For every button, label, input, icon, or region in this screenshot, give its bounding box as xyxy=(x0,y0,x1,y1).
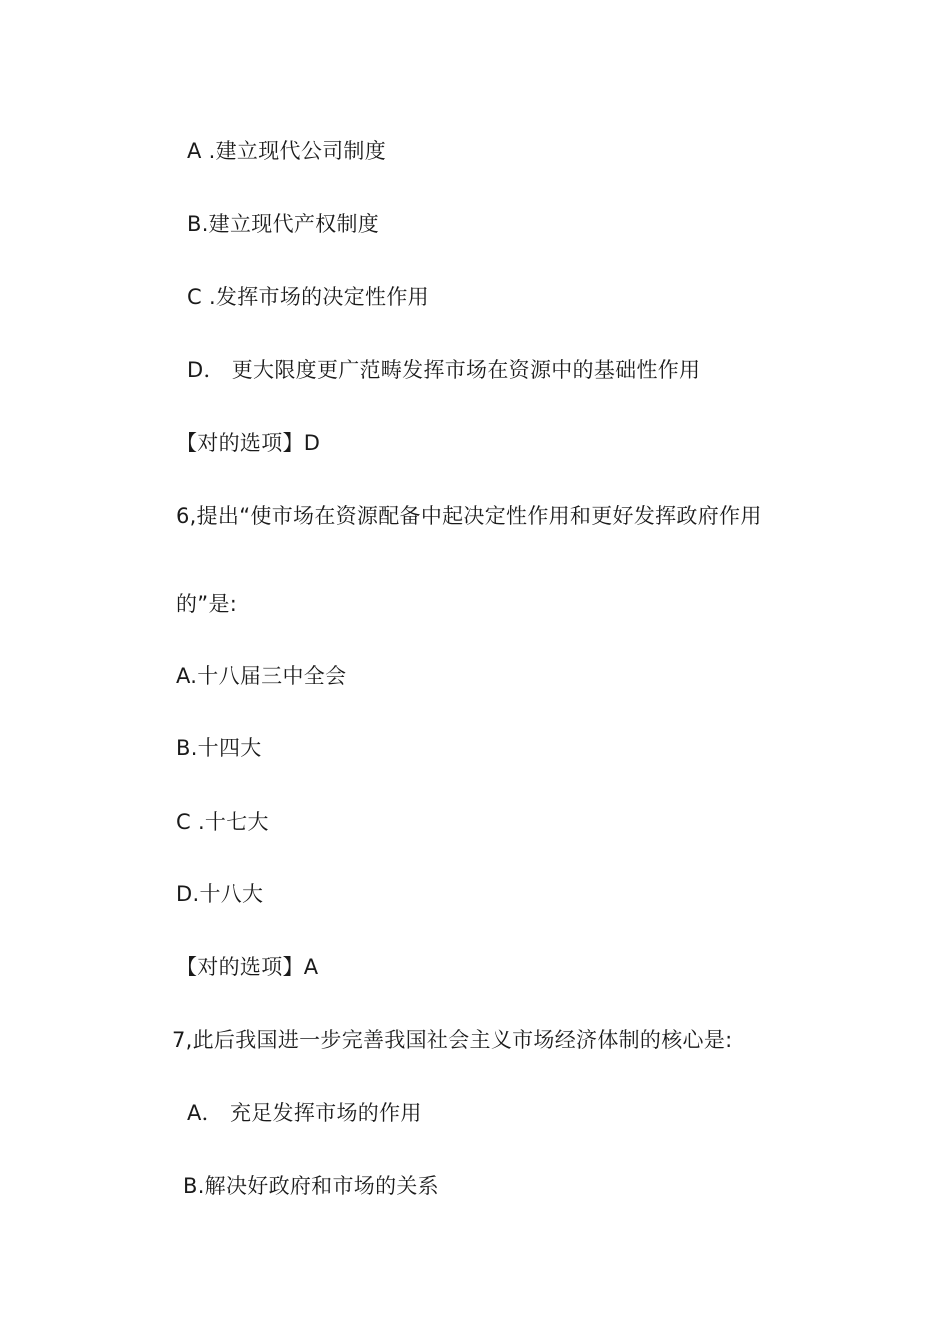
q6-answer: 【对的选项】A xyxy=(176,955,319,979)
q5-option-c: C .发挥市场的决定性作用 xyxy=(187,285,429,309)
q6-option-b: B.十四大 xyxy=(176,736,262,760)
q5-option-a: A .建立现代公司制度 xyxy=(187,139,387,163)
q6-stem-line2: 的”是: xyxy=(176,592,238,616)
q5-option-b: B.建立现代产权制度 xyxy=(187,212,380,236)
q6-option-d: D.十八大 xyxy=(176,882,264,906)
q7-stem: 7,此后我国进一步完善我国社会主义市场经济体制的核心是: xyxy=(172,1028,733,1052)
q6-option-c: C .十七大 xyxy=(176,810,269,834)
q5-answer: 【对的选项】D xyxy=(176,431,321,455)
q6-option-a: A.十八届三中全会 xyxy=(176,664,347,688)
q7-option-a: A． 充足发挥市场的作用 xyxy=(187,1101,422,1125)
q5-option-d: D． 更大限度更广范畴发挥市场在资源中的基础性作用 xyxy=(187,358,701,382)
q6-stem-line1: 6,提出“使市场在资源配备中起决定性作用和更好发挥政府作用 xyxy=(176,504,762,528)
q7-option-b: B.解决好政府和市场的关系 xyxy=(183,1174,439,1198)
